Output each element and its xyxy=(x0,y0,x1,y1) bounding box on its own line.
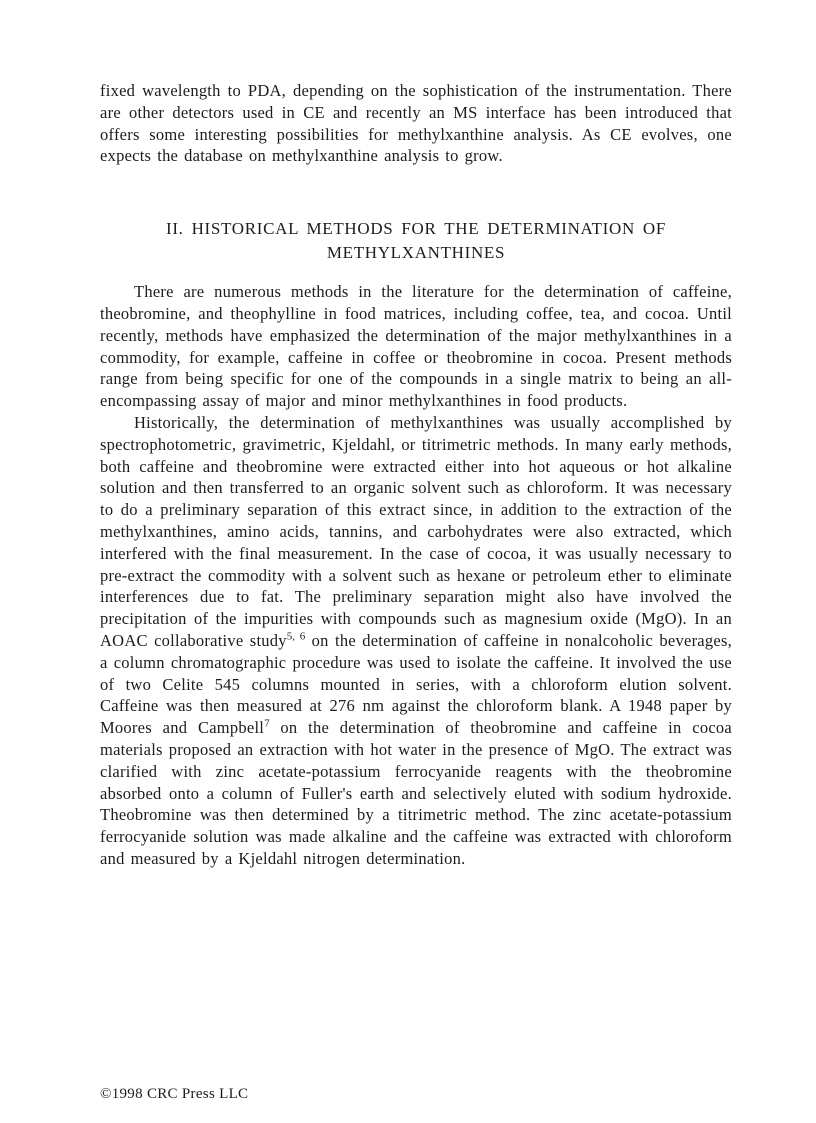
section-heading: II. HISTORICAL METHODS FOR THE DETERMINATION OF METHYLXANTHINES xyxy=(165,219,667,263)
overview-paragraph: There are numerous methods in the literature for the determination of caffeine, theobromine, and theophylline in food matrices, including coffee, tea, and cocoa. Until recently, methods have emphasized the determination of the major methylxanthines in a commodity, for example, caffeine in coffee or theobromine in cocoa. Present methods range from being specific for one of the compounds in a single matrix to being an all-encompassing assay of major and minor methylxanthines in food products. xyxy=(100,282,732,411)
historical-paragraph-segment-2: on the determination of caffeine in nonalcoholic beverages, a column chromatographic procedure was used to isolate the caffeine. It involved the use of two Celite 545 columns mounted in series, with a chloroform elution solvent. Caffeine was then measured at 276 nm against the chloroform blank. A 1948 paper by Moores and Campbell xyxy=(100,630,732,738)
historical-paragraph-segment-3: on the determination of theobromine and caffeine in cocoa materials proposed an extraction with hot water in the presence of MgO. The extract was clarified with zinc acetate-potassium ferrocyanide reagents with the theobromine absorbed onto a column of Fuller's earth and selectively eluted with sodium hydroxide. Theobromine was then determined by a titrimetric method. The zinc acetate-potassium ferrocyanide solution was made alkaline and the caffeine was extracted with chloroform and measured by a Kjeldahl nitrogen determination. xyxy=(100,718,732,868)
intro-paragraph: fixed wavelength to PDA, depending on the sophistication of the instrumentation. There are other detectors used in CE and recently an MS interface has been introduced that offers some interesting possibilities for methylxanthine analysis. As CE evolves, one expects the database on methylxanthine analysis to grow. xyxy=(100,81,732,166)
citation-reference-7: 7 xyxy=(264,717,270,730)
copyright-footer: ©1998 CRC Press LLC xyxy=(100,1086,249,1102)
historical-paragraph-segment-1: Historically, the determination of methylxanthines was usually accomplished by spectrophotometric, gravimetric, Kjeldahl, or titrimetric methods. In many early methods, both caffeine and theobromine were extracted either into hot aqueous or hot alkaline solution and then transferred to an organic solvent such as chloroform. It was necessary to do a preliminary separation of this extract since, in addition to the extraction of the methylxanthines, amino acids, tannins, and carbohydrates were also extracted, which interfered with the final measurement. In the case of cocoa, it was usually necessary to pre-extract the commodity with a solvent such as hexane or petroleum ether to eliminate interferences due to fat. The preliminary separation might also have involved the precipitation of the impurities with compounds such as magnesium oxide (MgO). In an AOAC collaborative study xyxy=(100,412,732,650)
historical-paragraph xyxy=(100,412,732,870)
text-column xyxy=(100,80,732,870)
citation-reference-5-6: 5, 6 xyxy=(286,630,306,643)
